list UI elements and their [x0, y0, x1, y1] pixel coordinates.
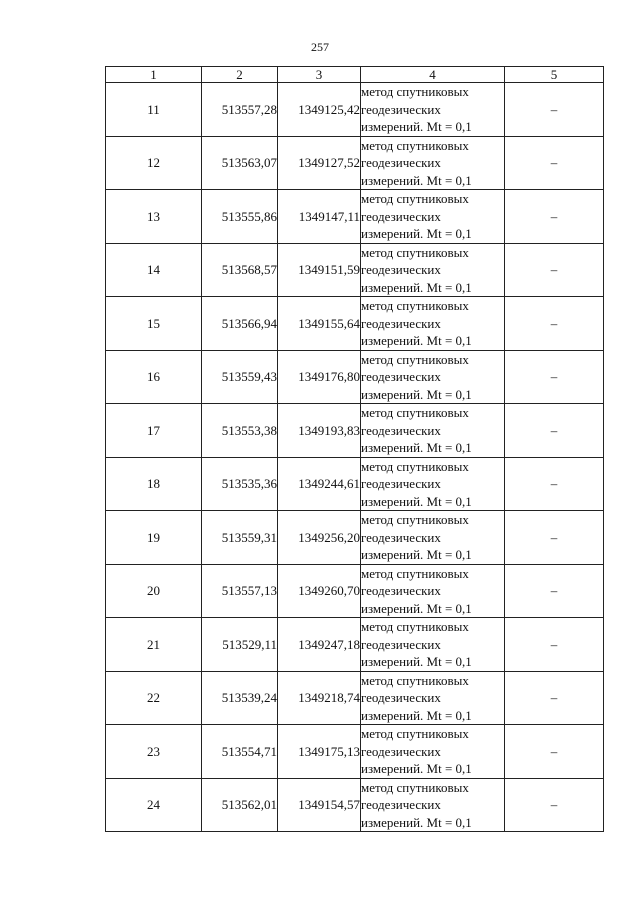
method-line: измерений. Mt = 0,1: [361, 386, 472, 402]
note-cell: –: [505, 671, 604, 725]
table-row: [106, 511, 604, 565]
point-number-cell: 14: [106, 243, 202, 297]
y-coordinate-cell: 1349175,13: [278, 725, 361, 779]
method-cell: [361, 190, 505, 244]
column-header-3: 3: [278, 67, 361, 83]
method-line: метод спутниковых: [361, 191, 469, 206]
method-line: измерений. Mt = 0,1: [361, 226, 472, 241]
method-line: геодезических: [361, 636, 441, 652]
method-line: измерений. Mt = 0,1: [361, 333, 472, 348]
point-number-cell: 18: [106, 457, 202, 511]
method-line: метод спутниковых: [361, 512, 469, 527]
y-coordinate-cell: 1349244,61: [278, 457, 361, 511]
x-coordinate-cell: 513566,94: [202, 297, 278, 351]
y-coordinate-cell: 1349193,83: [278, 404, 361, 458]
table-row: [106, 457, 604, 511]
point-number-cell: 13: [106, 190, 202, 244]
table-row: [106, 671, 604, 725]
y-coordinate-cell: 1349155,64: [278, 297, 361, 351]
y-coordinate-cell: 1349176,80: [278, 350, 361, 404]
y-coordinate-cell: 1349256,20: [278, 511, 361, 565]
method-line: метод спутниковых: [361, 84, 469, 99]
note-cell: –: [505, 778, 604, 832]
table-row: [106, 404, 604, 458]
method-line: геодезических: [361, 315, 441, 331]
y-coordinate-cell: 1349127,52: [278, 136, 361, 190]
method-line: геодезических: [361, 369, 441, 384]
method-line: метод спутниковых: [361, 458, 469, 474]
point-number-cell: 15: [106, 297, 202, 351]
note-cell: –: [505, 618, 604, 672]
method-cell: [361, 457, 505, 511]
method-cell: [361, 83, 505, 137]
method-line: измерений. Mt = 0,1: [361, 440, 472, 455]
x-coordinate-cell: 513559,43: [202, 350, 278, 404]
coordinates-table: [105, 66, 604, 832]
method-cell: [361, 243, 505, 297]
method-cell: [361, 564, 505, 618]
method-line: метод спутниковых: [361, 137, 469, 153]
table-header-row: [106, 67, 604, 83]
method-line: геодезических: [361, 155, 441, 170]
method-line: измерений. Mt = 0,1: [361, 814, 472, 830]
method-line: метод спутниковых: [361, 351, 469, 367]
method-cell: [361, 350, 505, 404]
x-coordinate-cell: 513559,31: [202, 511, 278, 565]
method-line: измерений. Mt = 0,1: [361, 172, 472, 188]
method-line: геодезических: [361, 529, 441, 545]
x-coordinate-cell: 513563,07: [202, 136, 278, 190]
method-line: измерений. Mt = 0,1: [361, 707, 472, 723]
x-coordinate-cell: 513555,86: [202, 190, 278, 244]
note-cell: –: [505, 404, 604, 458]
note-cell: –: [505, 511, 604, 565]
table-row: [106, 618, 604, 672]
method-line: измерений. Mt = 0,1: [361, 119, 472, 134]
table-row: [106, 297, 604, 351]
point-number-cell: 22: [106, 671, 202, 725]
method-line: измерений. Mt = 0,1: [361, 547, 472, 562]
method-cell: [361, 671, 505, 725]
method-line: метод спутниковых: [361, 726, 469, 741]
method-line: геодезических: [361, 797, 441, 812]
point-number-cell: 20: [106, 564, 202, 618]
point-number-cell: 16: [106, 350, 202, 404]
table-row: [106, 778, 604, 832]
y-coordinate-cell: 1349125,42: [278, 83, 361, 137]
method-line: метод спутниковых: [361, 298, 469, 313]
method-line: метод спутниковых: [361, 565, 469, 581]
table-row: [106, 136, 604, 190]
method-line: метод спутниковых: [361, 244, 469, 260]
method-line: метод спутниковых: [361, 405, 469, 420]
method-line: геодезических: [361, 208, 441, 224]
point-number-cell: 19: [106, 511, 202, 565]
note-cell: –: [505, 725, 604, 779]
table-row: [106, 243, 604, 297]
table-body: [106, 83, 604, 832]
method-line: геодезических: [361, 422, 441, 438]
method-line: геодезических: [361, 101, 441, 117]
table-row: [106, 725, 604, 779]
method-line: метод спутниковых: [361, 672, 469, 688]
point-number-cell: 17: [106, 404, 202, 458]
column-header-1: 1: [106, 67, 202, 83]
method-cell: [361, 136, 505, 190]
method-cell: [361, 725, 505, 779]
y-coordinate-cell: 1349247,18: [278, 618, 361, 672]
point-number-cell: 24: [106, 778, 202, 832]
method-line: геодезических: [361, 476, 441, 491]
x-coordinate-cell: 513568,57: [202, 243, 278, 297]
x-coordinate-cell: 513557,13: [202, 564, 278, 618]
note-cell: –: [505, 297, 604, 351]
method-cell: [361, 297, 505, 351]
note-cell: –: [505, 83, 604, 137]
x-coordinate-cell: 513539,24: [202, 671, 278, 725]
note-cell: –: [505, 457, 604, 511]
x-coordinate-cell: 513529,11: [202, 618, 278, 672]
method-line: измерений. Mt = 0,1: [361, 761, 472, 776]
table-row: [106, 350, 604, 404]
method-cell: [361, 778, 505, 832]
method-line: метод спутниковых: [361, 779, 469, 795]
method-cell: [361, 511, 505, 565]
method-line: геодезических: [361, 262, 441, 277]
method-line: измерений. Mt = 0,1: [361, 493, 472, 509]
y-coordinate-cell: 1349151,59: [278, 243, 361, 297]
y-coordinate-cell: 1349154,57: [278, 778, 361, 832]
note-cell: –: [505, 243, 604, 297]
method-line: геодезических: [361, 743, 441, 759]
x-coordinate-cell: 513553,38: [202, 404, 278, 458]
method-line: измерений. Mt = 0,1: [361, 279, 472, 295]
method-line: метод спутниковых: [361, 619, 469, 634]
method-line: геодезических: [361, 690, 441, 705]
x-coordinate-cell: 513535,36: [202, 457, 278, 511]
x-coordinate-cell: 513554,71: [202, 725, 278, 779]
table-row: [106, 83, 604, 137]
note-cell: –: [505, 190, 604, 244]
y-coordinate-cell: 1349218,74: [278, 671, 361, 725]
x-coordinate-cell: 513562,01: [202, 778, 278, 832]
table-row: [106, 190, 604, 244]
y-coordinate-cell: 1349260,70: [278, 564, 361, 618]
note-cell: –: [505, 350, 604, 404]
method-line: геодезических: [361, 583, 441, 598]
column-header-4: 4: [361, 67, 505, 83]
table-row: [106, 564, 604, 618]
note-cell: –: [505, 136, 604, 190]
method-cell: [361, 404, 505, 458]
point-number-cell: 11: [106, 83, 202, 137]
point-number-cell: 21: [106, 618, 202, 672]
method-line: измерений. Mt = 0,1: [361, 600, 472, 616]
column-header-5: 5: [505, 67, 604, 83]
page-number: 257: [311, 40, 329, 54]
column-header-2: 2: [202, 67, 278, 83]
method-line: измерений. Mt = 0,1: [361, 654, 472, 669]
y-coordinate-cell: 1349147,11: [278, 190, 361, 244]
method-cell: [361, 618, 505, 672]
x-coordinate-cell: 513557,28: [202, 83, 278, 137]
note-cell: –: [505, 564, 604, 618]
point-number-cell: 23: [106, 725, 202, 779]
point-number-cell: 12: [106, 136, 202, 190]
